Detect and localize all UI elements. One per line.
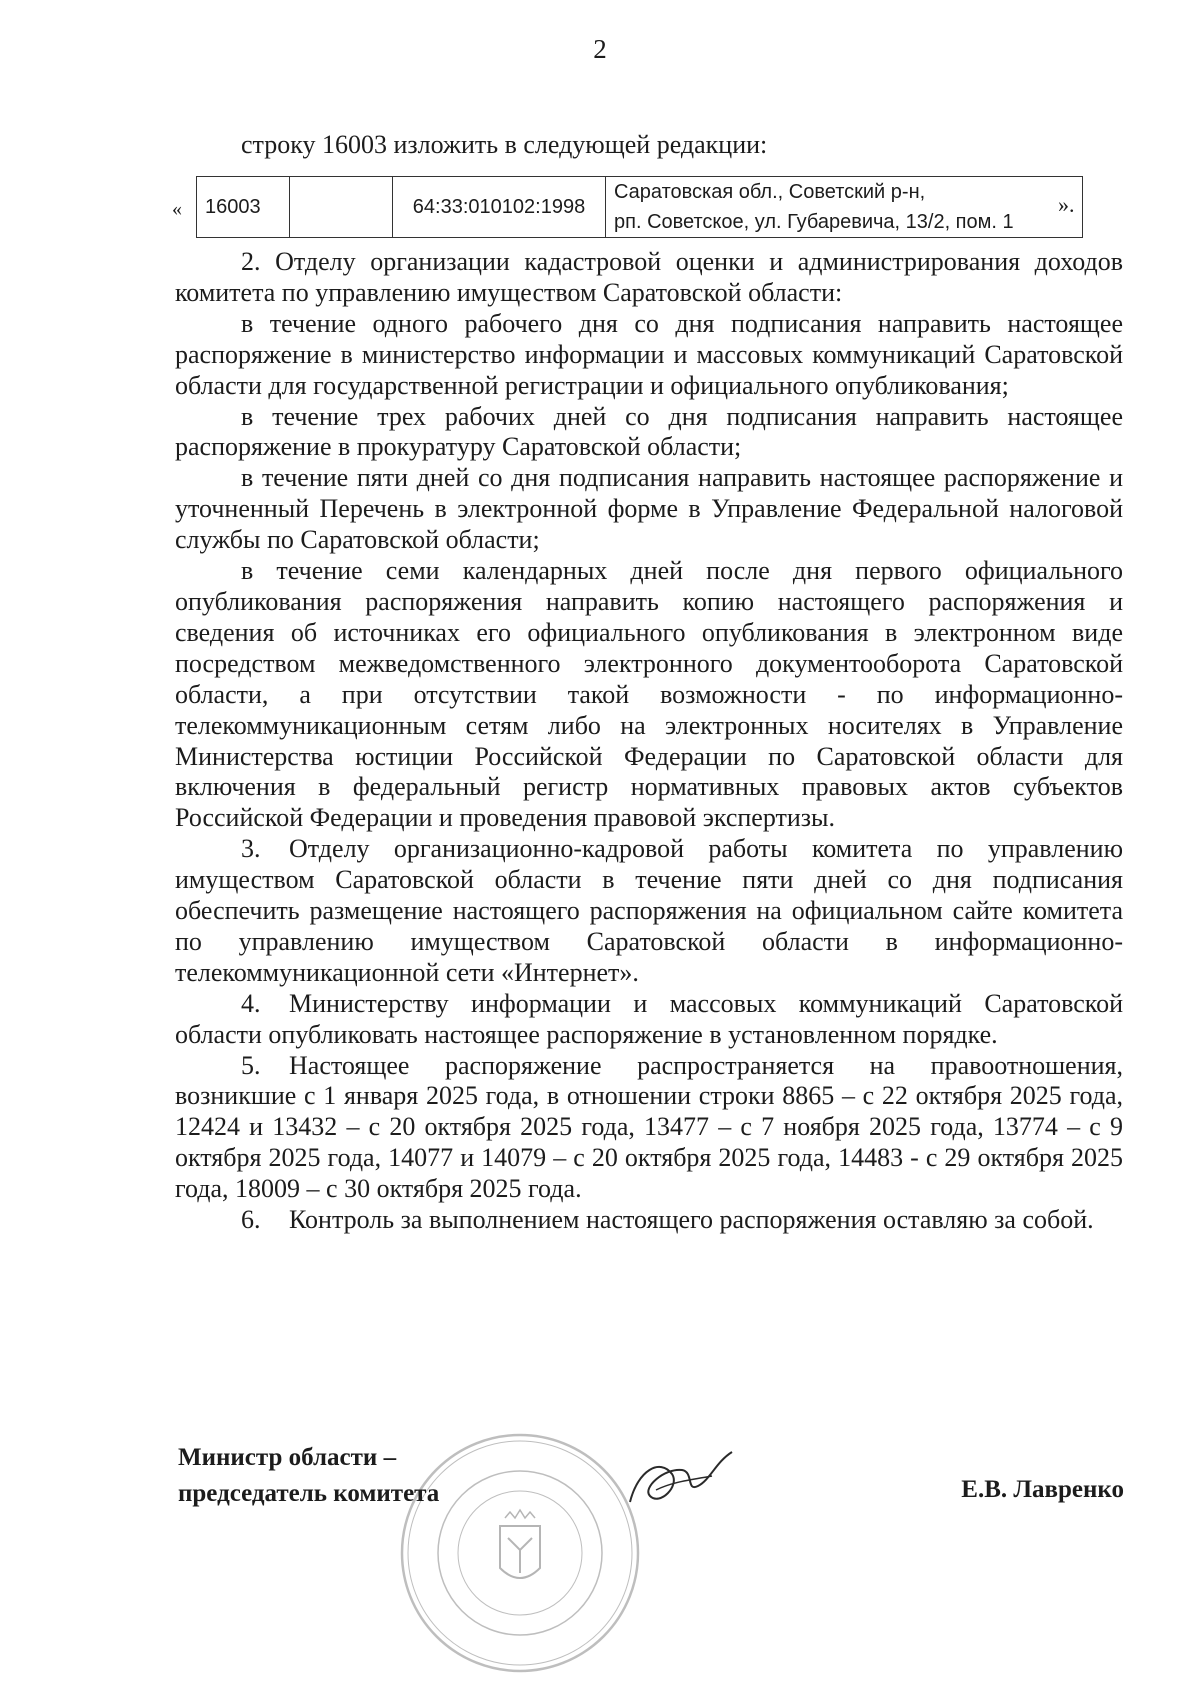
paragraph-number: 3.	[241, 834, 261, 864]
row-empty-cell	[290, 177, 393, 238]
paragraph-text: Министерству информации и массовых коммуникаций Саратовской области опубликовать настоящее распоряжение в установленном порядке.	[175, 988, 1123, 1049]
address-line-1: Саратовская обл., Советский р-н,	[614, 181, 926, 203]
paragraph-text: Отделу организационно-кадровой работы комитета по управлению имуществом Саратовской области в течение пяти дней со дня подписания обеспечить размещение настоящего распоряжения на официальном сайте комитета по управлению имуществом Саратовской области в информационно-телекоммуникационной сети «Интернет».	[175, 834, 1123, 987]
table-row	[197, 177, 1083, 238]
paragraph-2: 2. Отделу организации кадастровой оценки и администрирования доходов комитета по управлению имуществом Саратовской области:	[175, 247, 1123, 307]
paragraph-text: Контроль за выполнением настоящего распоряжения оставляю за собой.	[289, 1205, 1094, 1235]
intro-line: строку 16003 изложить в следующей редакции:	[241, 130, 768, 159]
page-number: 2	[593, 34, 607, 64]
cadastral-number-cell: 64:33:010102:1998	[393, 177, 606, 238]
registry-row-wrapper	[160, 176, 1120, 240]
paragraph-number: 6.	[241, 1205, 261, 1235]
document-body	[175, 247, 1123, 1236]
paragraph-2-item-2: в течение трех рабочих дней со дня подписания направить настоящее распоряжение в прокуратуру Саратовской области;	[175, 401, 1123, 462]
paragraph-5	[175, 1051, 1123, 1206]
signatory-name: Е.В. Лавренко	[961, 1476, 1124, 1503]
paragraph-number: 4.	[241, 988, 261, 1018]
signatory-title-line-2: председатель комитета	[178, 1480, 440, 1507]
handwritten-signature	[620, 1440, 740, 1520]
signatory-title-line-1: Министр области –	[178, 1444, 397, 1471]
paragraph-2-item-4: в течение семи календарных дней после дня первого официального опубликования распоряжения направить копию настоящего распоряжения и сведения об источниках его официального опубликования в электронном виде посредством межведомственного электронного документооборота Саратовской области, а при отсутствии такой возможности - по информационно-телекоммуникационным сетям либо на электронных носителях в Управление Министерства юстиции Российской Федерации по Саратовской области для включения в федеральный регистр нормативных правовых актов субъектов Российской Федерации и проведения правовой экспертизы.	[175, 556, 1123, 833]
paragraph-3	[175, 834, 1123, 989]
registry-table	[196, 176, 1083, 238]
quote-open: «	[172, 198, 182, 220]
paragraph-2-item-1: в течение одного рабочего дня со дня подписания направить настоящее распоряжение в министерство информации и массовых коммуникаций Саратовской области для государственной регистрации и официального опубликования;	[175, 308, 1123, 400]
stamp-emblem	[500, 1510, 540, 1578]
address-line-2: рп. Советское, ул. Губаревича, 13/2, пом. 1	[614, 211, 1014, 233]
paragraph-number: 5.	[241, 1050, 261, 1080]
quote-close: ».	[1058, 192, 1075, 217]
paragraph-text: Настоящее распоряжение распространяется на правоотношения, возникшие с 1 января 2025 года, в отношении строки 8865 – с 22 октября 2025 года, 12424 и 13432 – с 20 октября 2025 года, 13477 – с 7 ноября 2025 года, 13774 – с 9 октября 2025 года, 14077 и 14079 – с 20 октября 2025 года, 14483 - с 29 октября 2025 года, 18009 – с 30 октября 2025 года.	[175, 1050, 1123, 1204]
address-cell	[606, 177, 1083, 238]
paragraph-2-item-3: в течение пяти дней со дня подписания направить настоящее распоряжение и уточненный Перечень в электронной форме в Управление Федеральной налоговой службы по Саратовской области;	[175, 463, 1123, 555]
paragraph-6	[175, 1205, 1123, 1236]
signatory-title	[178, 1440, 439, 1512]
paragraph-4	[175, 989, 1123, 1051]
row-code-cell: 16003	[197, 177, 290, 238]
